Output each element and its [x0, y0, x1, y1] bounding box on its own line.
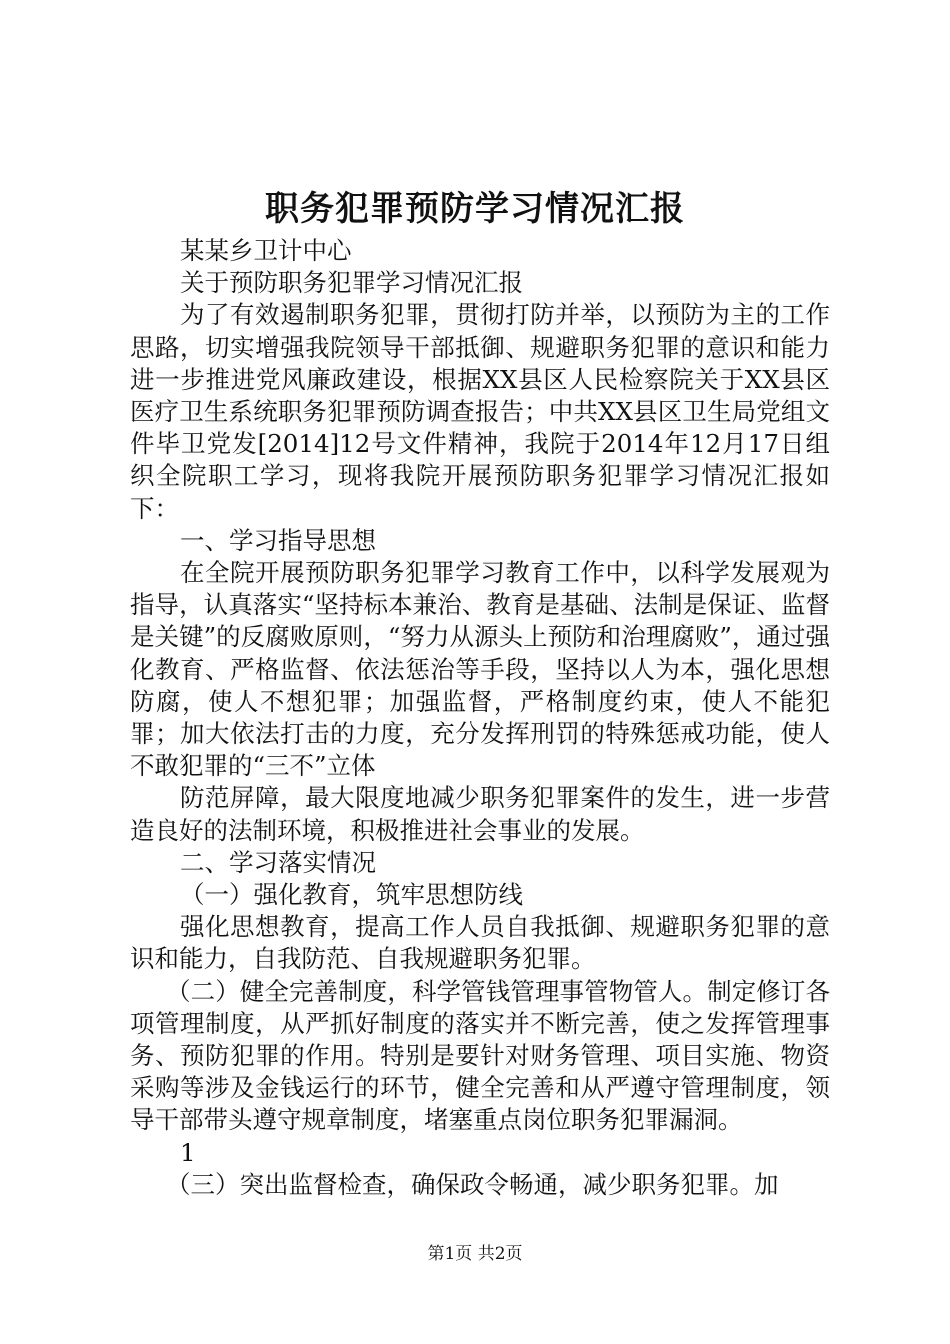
- paragraph-system: （二）健全完善制度，科学管钱管理事管物管人。制定修订各项管理制度，从严抓好制度的落实并不断完善，使之发挥管理事务、预防犯罪的作用。特别是要针对财务管理、项目实施、物资采购等涉及金钱运行的环节，健全完善和从严遵守管理制度，领导干部带头遵守规章制度，堵塞重点岗位职务犯罪漏洞。: [130, 976, 830, 1135]
- document-body: [130, 235, 830, 1201]
- subheading-item-1: （一）强化教育，筑牢思想防线: [180, 880, 523, 910]
- paragraph-guiding-thought: 在全院开展预防职务犯罪学习教育工作中，以科学发展观为指导，认真落实“坚持标本兼治、教育是基础、法制是保证、监督是关键”的反腐败原则，“努力从源头上预防和治理腐败”，通过强化教育、严格监督、依法惩治等手段，坚持以人为本，强化思想防腐，使人不想犯罪；加强监督，严格制度约束，使人不能犯罪；加大依法打击的力度，充分发挥刑罚的特殊惩戒功能，使人不敢犯罪的“三不”立体: [130, 558, 830, 781]
- page-number-inline: 1: [180, 1137, 196, 1167]
- document-title: 职务犯罪预防学习情况汇报: [265, 189, 685, 229]
- paragraph-organization: 某某乡卫计中心: [180, 236, 352, 265]
- paragraph-supervision: （三）突出监督检查，确保政令畅通，减少职务犯罪。加: [166, 1169, 779, 1199]
- paragraph-prevention-barrier: 防范屏障，最大限度地减少职务犯罪案件的发生，进一步营造良好的法制环境，积极推进社会事业的发展。: [130, 783, 830, 845]
- paragraph-intro: 为了有效遏制职务犯罪，贯彻打防并举，以预防为主的工作思路，切实增强我院领导干部抵御、规避职务犯罪的意识和能力进一步推进党风廉政建设，根据XX县区人民检察院关于XX县区医疗卫生系统职务犯罪预防调查报告；中共XX县区卫生局党组文件毕卫党发[2014]12号文件精神，我院于2014年12月17日组织全院职工学习，现将我院开展预防职务犯罪学习情况汇报如下：: [130, 300, 830, 523]
- paragraph-education: 强化思想教育，提高工作人员自我抵御、规避职务犯罪的意识和能力，自我防范、自我规避职务犯罪。: [130, 912, 830, 974]
- heading-section-1: 一、学习指导思想: [180, 525, 376, 555]
- page-footer: 第1页 共2页: [427, 1244, 523, 1264]
- heading-section-2: 二、学习落实情况: [180, 847, 376, 877]
- paragraph-subject: 关于预防职务犯罪学习情况汇报: [180, 268, 523, 298]
